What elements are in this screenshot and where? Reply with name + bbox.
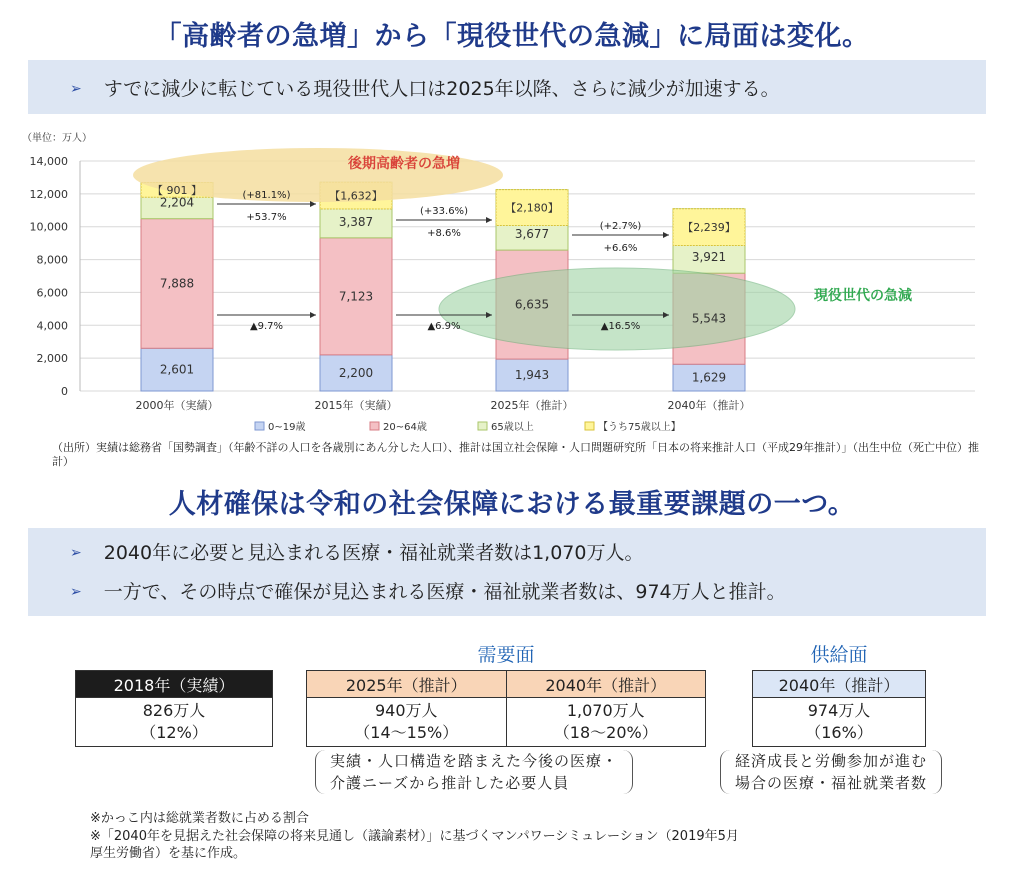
supply-cell bbox=[753, 698, 926, 747]
headline-bottom: 人材確保は令和の社会保障における最重要課題の一つ。 bbox=[168, 489, 856, 520]
value-label-elderly: 3,387 bbox=[338, 214, 374, 229]
change-lower-label: ▲9.7% bbox=[249, 321, 284, 332]
value-label-working: 6,635 bbox=[514, 297, 550, 312]
demand-2025-value: 940万人 bbox=[374, 701, 438, 720]
legend-label: 65歳以上 bbox=[491, 422, 534, 433]
value-label-young: 1,629 bbox=[691, 370, 727, 385]
demand-2025-share: （14～15%） bbox=[354, 723, 459, 742]
bullet-arrow-icon: ➢ bbox=[70, 584, 82, 600]
demand-table bbox=[306, 670, 706, 747]
y-tick-label: 10,000 bbox=[29, 220, 68, 234]
legend-swatch bbox=[370, 422, 379, 430]
x-tick-label: 2025年（推計） bbox=[490, 399, 574, 412]
change-upper-top: (+33.6%) bbox=[420, 206, 468, 217]
headline-top: 「高齢者の急増」から「現役世代の急減」に局面は変化。 bbox=[154, 21, 870, 52]
legend-label: 0~19歳 bbox=[268, 422, 306, 433]
legend-label: 【うち75歳以上】 bbox=[598, 422, 681, 433]
footnote-2: ※「2040年を見据えた社会保障の将来見通し（議論素材）」に基づくマンパワーシミュレーション（2019年5月 bbox=[90, 829, 739, 844]
demand-2040-cell bbox=[506, 698, 706, 747]
unit-label: （単位：万人） bbox=[22, 133, 92, 144]
bullet-arrow-icon: ➢ bbox=[70, 545, 82, 561]
x-tick-label: 2000年（実績） bbox=[135, 399, 219, 412]
value-label-working: 5,543 bbox=[691, 311, 727, 326]
change-upper-bottom: +53.7% bbox=[246, 212, 287, 223]
arrowhead-icon bbox=[663, 232, 669, 238]
source-note: （出所）実績は総務省「国勢調査」（年齢不詳の人口を各歳別にあん分した人口）、推計は国立社会保障・人口問題研究所「日本の将来推計人口（平成29年推計）」（出生中位（死亡中位）推計） bbox=[52, 441, 979, 468]
demand-2025-cell bbox=[307, 698, 507, 747]
legend-swatch bbox=[255, 422, 264, 430]
change-lower-label: ▲6.9% bbox=[427, 321, 461, 332]
change-upper-top: (+81.1%) bbox=[242, 190, 291, 201]
bullet-population bbox=[70, 74, 780, 101]
subset-label: 【 901 】 bbox=[152, 183, 202, 197]
value-label-elderly: 2,204 bbox=[159, 195, 195, 210]
value-label-young: 2,200 bbox=[338, 365, 374, 380]
annotation-working-decline: 現役世代の急減 bbox=[814, 288, 912, 304]
y-tick-label: 8,000 bbox=[36, 253, 68, 267]
supply-header: 2040年（推計） bbox=[753, 671, 926, 698]
value-label-working: 7,123 bbox=[338, 289, 374, 304]
annotation-elderly-surge: 後期高齢者の急増 bbox=[348, 156, 460, 172]
value-label-young: 1,943 bbox=[514, 368, 550, 383]
supply-note bbox=[720, 750, 942, 794]
y-tick-label: 0 bbox=[61, 385, 68, 398]
change-upper-bottom: +8.6% bbox=[427, 228, 461, 239]
subset-label: 【1,632】 bbox=[329, 189, 383, 203]
bullet-arrow-icon: ➢ bbox=[70, 81, 82, 97]
value-label-young: 2,601 bbox=[159, 362, 195, 377]
value-label-elderly: 3,677 bbox=[514, 227, 550, 242]
value-label-elderly: 3,921 bbox=[691, 250, 727, 265]
actual-header: 2018年（実績） bbox=[76, 671, 273, 698]
bullet-supply bbox=[70, 577, 786, 604]
actual-share: （12%） bbox=[140, 723, 208, 742]
supply-table bbox=[752, 670, 926, 747]
arrowhead-icon bbox=[486, 217, 492, 223]
demand-2040-header: 2040年（推計） bbox=[506, 671, 706, 698]
footnote-1: ※かっこ内は総就業者数に占める割合 bbox=[90, 811, 309, 826]
actual-table bbox=[75, 670, 273, 747]
actual-cell bbox=[76, 698, 273, 747]
value-label-working: 7,888 bbox=[159, 276, 195, 291]
legend-swatch bbox=[585, 422, 594, 430]
legend-swatch bbox=[478, 422, 487, 430]
demand-note bbox=[315, 750, 633, 794]
demand-note-line-2: 介護ニーズから推計した必要人員 bbox=[330, 774, 570, 792]
y-tick-label: 4,000 bbox=[36, 319, 68, 333]
change-upper-bottom: +6.6% bbox=[603, 243, 638, 254]
actual-value: 826万人 bbox=[142, 701, 206, 720]
subset-label: 【2,239】 bbox=[682, 221, 736, 235]
arrowhead-icon bbox=[310, 312, 316, 318]
bullet-text: 一方で、その時点で確保が見込まれる医療・福祉就業者数は、974万人と推計。 bbox=[103, 581, 786, 603]
supply-label: 供給面 bbox=[810, 644, 868, 666]
supply-note-line-2: 場合の医療・福祉就業者数 bbox=[735, 774, 928, 792]
supply-share: （16%） bbox=[805, 723, 873, 742]
demand-label: 需要面 bbox=[477, 644, 535, 666]
y-tick-label: 12,000 bbox=[29, 187, 68, 201]
y-tick-label: 6,000 bbox=[36, 286, 68, 300]
working-decline-ellipse bbox=[439, 268, 795, 350]
change-upper-top: (+2.7%) bbox=[599, 221, 642, 232]
bullet-text: 2040年に必要と見込まれる医療・福祉就業者数は1,070万人。 bbox=[103, 542, 644, 564]
y-tick-label: 14,000 bbox=[29, 155, 68, 168]
bullet-demand bbox=[70, 538, 643, 565]
supply-note-line-1: 経済成長と労働参加が進む bbox=[735, 752, 928, 770]
x-tick-label: 2040年（推計） bbox=[667, 399, 751, 412]
demand-2025-header: 2025年（推計） bbox=[307, 671, 507, 698]
subset-label: 【2,180】 bbox=[505, 201, 559, 215]
demand-2040-share: （18～20%） bbox=[553, 723, 658, 742]
bullet-text: すでに減少に転じている現役世代人口は2025年以降、さらに減少が加速する。 bbox=[103, 78, 780, 100]
change-lower-label: ▲16.5% bbox=[600, 321, 641, 332]
population-chart bbox=[0, 120, 1024, 440]
x-tick-label: 2015年（実績） bbox=[314, 399, 398, 412]
legend-label: 20~64歳 bbox=[383, 422, 427, 433]
footnote-3: 厚生労働省）を基に作成。 bbox=[90, 846, 247, 861]
supply-value: 974万人 bbox=[807, 701, 871, 720]
demand-2040-value: 1,070万人 bbox=[566, 701, 645, 720]
demand-note-line-1: 実績・人口構造を踏まえた今後の医療・ bbox=[330, 752, 619, 770]
y-tick-label: 2,000 bbox=[36, 352, 68, 366]
